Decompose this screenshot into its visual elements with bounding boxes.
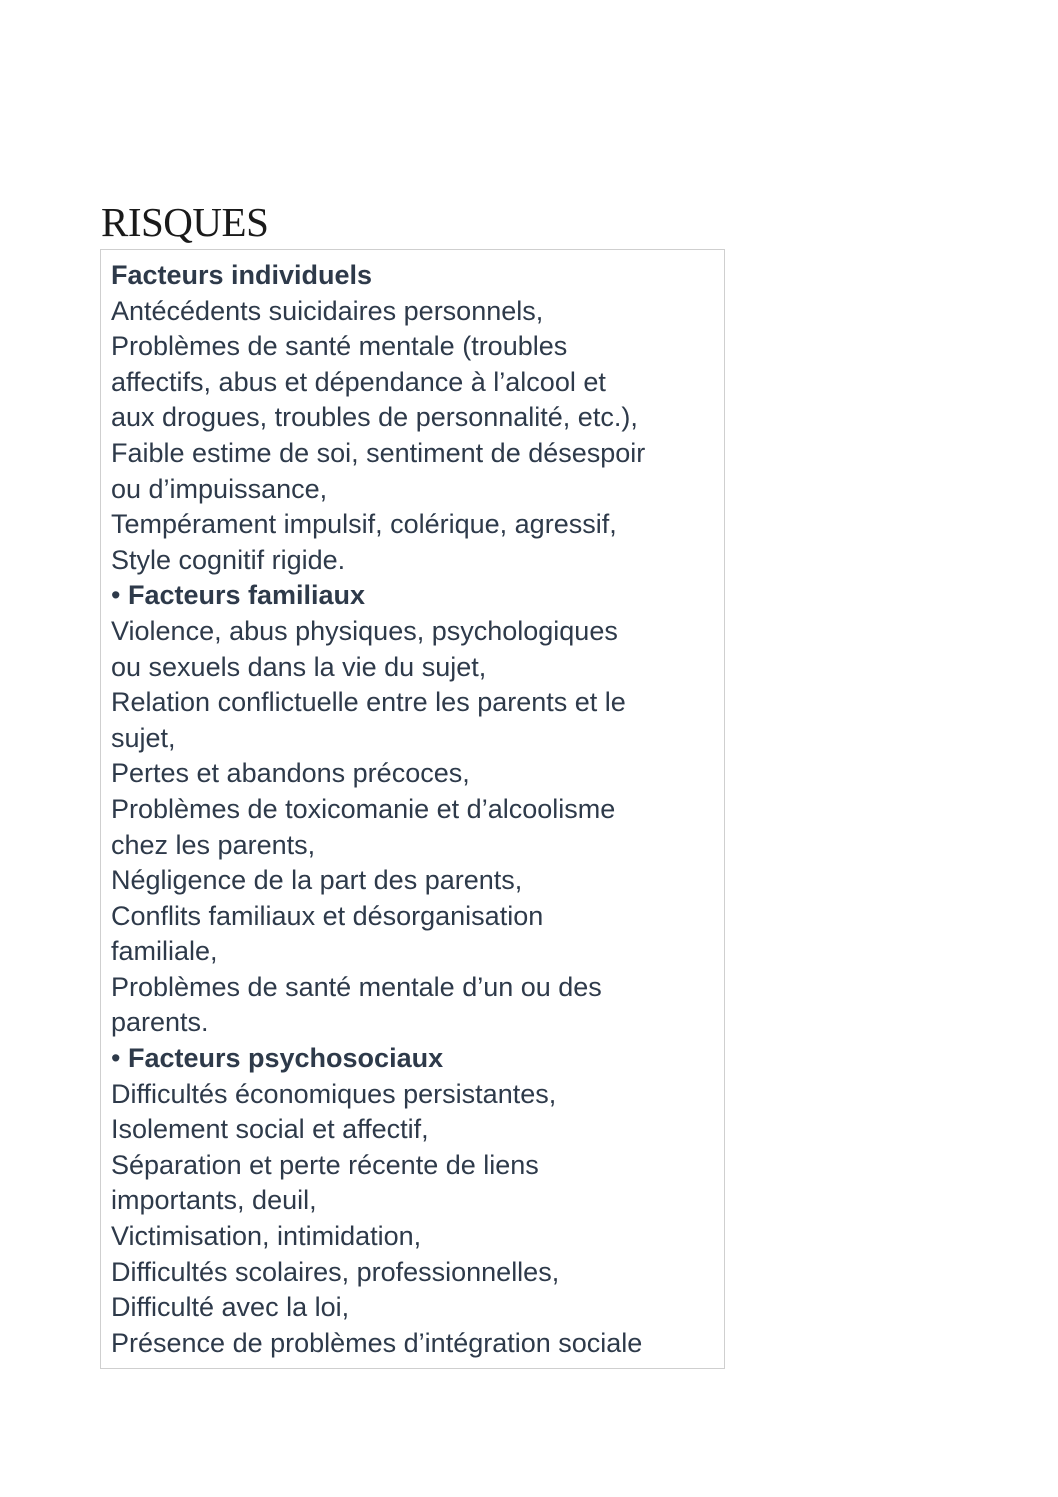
list-item: Séparation et perte récente de liens [111, 1149, 539, 1180]
list-item: chez les parents, [111, 829, 316, 860]
risk-factors-box [100, 249, 725, 1369]
list-item: Difficultés économiques persistantes, [111, 1078, 557, 1109]
list-item: Style cognitif rigide. [111, 544, 346, 575]
list-item: Problèmes de santé mentale d’un ou des [111, 971, 602, 1002]
section-title-psychosocial: Facteurs psychosociaux [127, 1043, 444, 1074]
bullet-icon: • [111, 1043, 128, 1074]
list-item: Pertes et abandons précoces, [111, 758, 470, 789]
list-item: Tempérament impulsif, colérique, agressif, [111, 509, 617, 540]
list-item: Relation conflictuelle entre les parents et le [111, 687, 626, 718]
list-item: Isolement social et affectif, [111, 1114, 429, 1145]
section-header-psychosocial [111, 1041, 724, 1077]
list-item: Antécédents suicidaires personnels, [111, 295, 544, 326]
list-item: Problèmes de santé mentale (troubles [111, 331, 568, 362]
list-item: sujet, [111, 722, 176, 753]
list-item: familiale, [111, 936, 218, 967]
section-title-familial: Facteurs familiaux [127, 580, 366, 611]
list-item: Difficultés scolaires, professionnelles, [111, 1256, 560, 1287]
list-item: Violence, abus physiques, psychologiques [111, 615, 618, 646]
list-item: Faible estime de soi, sentiment de désespoir [111, 437, 646, 468]
section-title-individual: Facteurs individuels [111, 260, 373, 290]
list-item: parents. [111, 1007, 209, 1038]
list-item: affectifs, abus et dépendance à l’alcool et [111, 366, 606, 397]
section-header-familial [111, 578, 724, 614]
bullet-icon: • [111, 580, 128, 611]
list-item: ou sexuels dans la vie du sujet, [111, 651, 487, 682]
list-item: ou d’impuissance, [111, 473, 328, 504]
list-item: Conflits familiaux et désorganisation [111, 900, 544, 931]
list-item: Difficulté avec la loi, [111, 1292, 350, 1323]
list-item: Victimisation, intimidation, [111, 1221, 422, 1252]
list-item: Présence de problèmes d’intégration sociale [111, 1327, 643, 1358]
page-heading: RISQUES [101, 199, 269, 245]
list-item: Négligence de la part des parents, [111, 865, 523, 896]
list-item: importants, deuil, [111, 1185, 317, 1216]
list-item: Problèmes de toxicomanie et d’alcoolisme [111, 793, 616, 824]
list-item: aux drogues, troubles de personnalité, etc.), [111, 402, 638, 433]
